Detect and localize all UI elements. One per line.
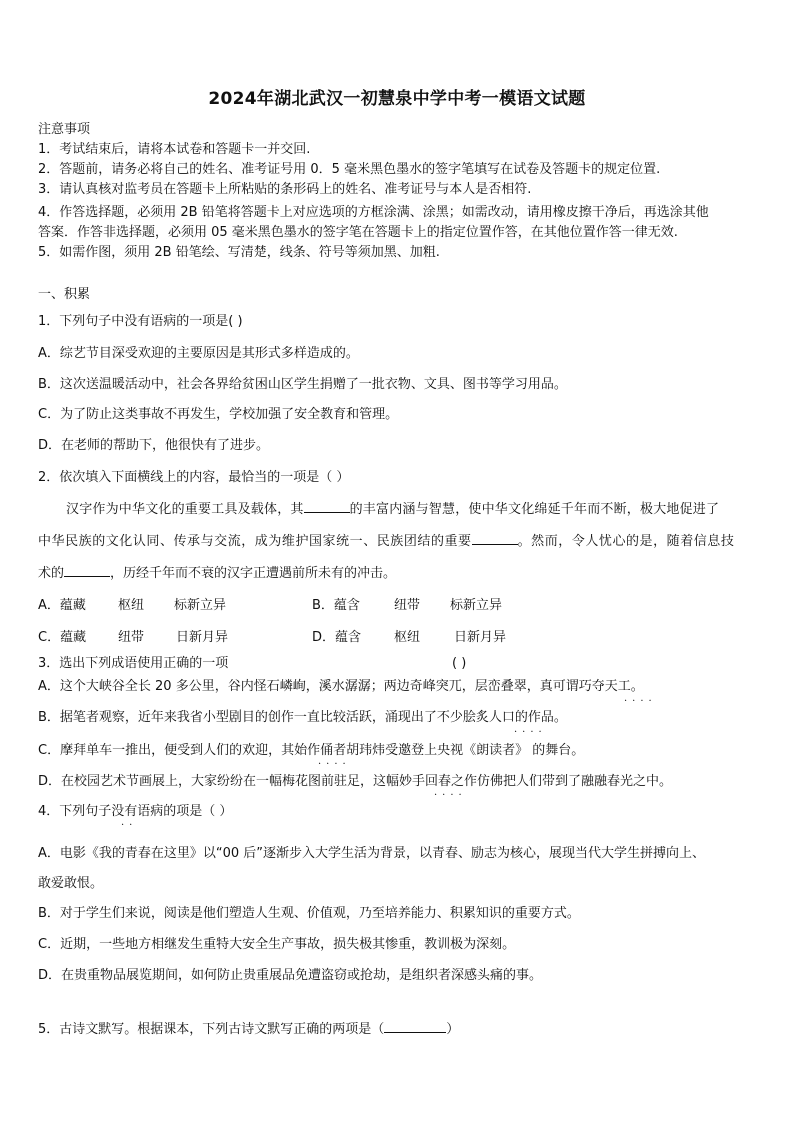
question-stem: 1．下列句子中没有语病的一项是( ): [38, 314, 243, 329]
answer-paren: ( ): [452, 656, 467, 671]
question-text: 5．古诗文默写。根据课本，下列古诗文默写正确的两项是（: [38, 1022, 385, 1037]
option-word: 日新月异: [454, 630, 507, 645]
option-d: D．在校园艺术节画展上，大家纷纷在一幅梅花图前驻足，这幅妙手回春之作仿佛把人们带到了融融春光之中。: [38, 774, 673, 789]
option-a: [38, 594, 226, 613]
option-b: [312, 594, 502, 613]
question-stem: 4．下列句子没有语病的项是（ ）: [38, 804, 233, 819]
option-b: B．据笔者观察，近年来我省小型剧目的创作一直比较活跃，涌现出了不少脍炙人口的作品。: [38, 710, 567, 725]
option-c: [38, 626, 228, 645]
option-d: [312, 626, 506, 645]
option-b: B．对于学生们来说，阅读是他们塑造人生观、价值观，乃至培养能力、积累知识的重要方式。: [38, 906, 580, 921]
option-word: D．蕴含: [312, 630, 362, 645]
option-d: D．在贵重物品展览期间，如何防止贵重展品免遭盗窃或抢劫，是组织者深感头痛的事。: [38, 968, 543, 983]
fill-blank: [472, 533, 518, 545]
answer-blank[interactable]: [384, 1020, 446, 1033]
emphasis-dots: ··: [121, 820, 138, 831]
question-stem: 3．选出下列成语使用正确的一项: [38, 656, 229, 671]
emphasis-dots: ····: [318, 759, 351, 770]
passage-text: 的丰富内涵与智慧，使中华文化绵延千年而不断，极大地促进了: [349, 502, 720, 517]
option-word: 日新月异: [176, 630, 229, 645]
notice-heading: 注意事项: [38, 122, 91, 137]
option-word: 纽带: [394, 598, 421, 613]
option-d: D．在老师的帮助下，他很快有了进步。: [38, 438, 270, 453]
option-word: 标新立异: [174, 598, 227, 613]
passage-text: 术的: [38, 566, 65, 581]
option-a-continued: 敢爱敢恨。: [38, 876, 104, 891]
option-c: C．为了防止这类事故不再发生，学校加强了安全教育和管理。: [38, 407, 399, 422]
question-stem: [38, 1020, 459, 1038]
notice-item: 4．作答选择题，必须用 2B 铅笔将答题卡上对应选项的方框涂满、涂黑；如需改动，请用橡皮擦干净后，再选涂其他: [38, 205, 709, 220]
option-word: 纽带: [118, 630, 145, 645]
option-word: 枢纽: [394, 630, 421, 645]
option-c: C．摩拜单车一推出，便受到人们的欢迎，其始作俑者胡玮炜受邀登上央视《朗读者》 的舞台。: [38, 743, 585, 758]
option-b: B．这次送温暖活动中，社会各界给贫困山区学生捐赠了一批衣物、文具、图书等学习用品。: [38, 377, 567, 392]
notice-item: 1．考试结束后，请将本试卷和答题卡一并交回.: [38, 142, 311, 157]
option-word: 枢纽: [118, 598, 145, 613]
option-word: B．蕴含: [312, 598, 360, 613]
passage-text: ，历经千年而不衰的汉字正遭遇前所未有的冲击。: [110, 566, 397, 581]
passage-text: 汉字作为中华文化的重要工具及载体，其: [66, 502, 304, 517]
option-a: A．电影《我的青春在这里》以“00 后”逐渐步入大学生活为背景，以青春、励志为核心，展现当代大学生拼搏向上、: [38, 846, 706, 861]
fill-blank: [304, 501, 350, 513]
notice-item: 答案．作答非选择题，必须用 05 毫米黑色墨水的签字笔在答题卡上的指定位置作答，在其他位置作答一律无效.: [38, 225, 678, 240]
question-text: ）: [446, 1022, 460, 1037]
question-stem: 2．依次填入下面横线上的内容，最恰当的一项是（ ）: [38, 470, 350, 485]
notice-item: 3．请认真核对监考员在答题卡上所粘贴的条形码上的姓名、准考证号与本人是否相符.: [38, 182, 532, 197]
page-title: 2024年湖北武汉一初慧泉中学中考一模语文试题: [208, 89, 586, 109]
passage-text: 。然而，令人忧心的是，随着信息技: [517, 534, 735, 549]
emphasis-dots: ····: [434, 790, 467, 801]
option-word: 标新立异: [450, 598, 503, 613]
option-a: A．综艺节目深受欢迎的主要原因是其形式多样造成的。: [38, 346, 359, 361]
emphasis-dots: ····: [514, 727, 547, 738]
notice-item: 2．答题前，请务必将自己的姓名、准考证号用 0．5 毫米黑色墨水的签字笔填写在试卷及答题卡的规定位置.: [38, 162, 661, 177]
notice-item: 5．如需作图，须用 2B 铅笔绘、写清楚，线条、符号等须加黑、加粗.: [38, 245, 440, 260]
fill-blank: [64, 565, 110, 577]
option-word: C．蕴藏: [38, 630, 87, 645]
option-c: C．近期，一些地方相继发生重特大安全生产事故，损失极其惨重，教训极为深刻。: [38, 937, 516, 952]
option-a: A．这个大峡谷全长 20 多公里，谷内怪石嶙峋，溪水潺潺；两边奇峰突兀，层峦叠翠，真可谓巧夺天工。: [38, 679, 644, 694]
section-heading: 一、积累: [38, 287, 91, 302]
passage-text: 中华民族的文化认同、传承与交流，成为维护国家统一、民族团结的重要: [38, 534, 472, 549]
option-word: A．蕴藏: [38, 598, 86, 613]
emphasis-dots: ····: [624, 696, 657, 707]
